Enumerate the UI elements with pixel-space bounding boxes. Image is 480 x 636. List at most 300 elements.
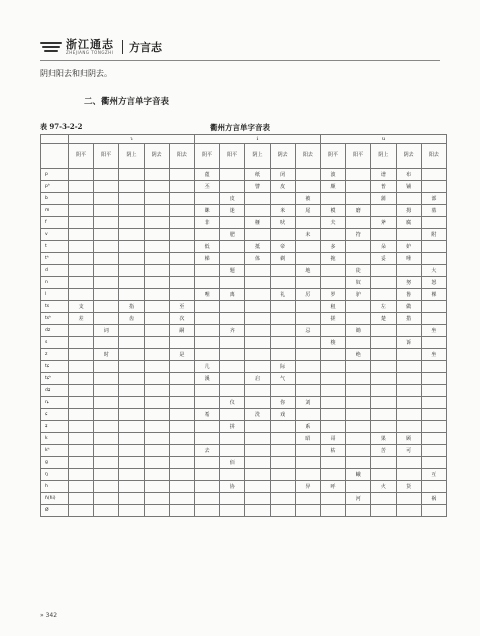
tone-header: 阳平 bbox=[94, 144, 119, 169]
syllable-cell bbox=[220, 373, 245, 385]
syllable-cell bbox=[169, 289, 194, 301]
syllable-cell bbox=[220, 313, 245, 325]
syllable-cell bbox=[195, 469, 220, 481]
syllable-cell bbox=[69, 265, 94, 277]
syllable-cell: 几 bbox=[195, 361, 220, 373]
brand-subtitle: ZHEJIANG TONGZHI bbox=[66, 50, 114, 55]
syllable-cell bbox=[346, 373, 371, 385]
syllable-cell bbox=[220, 253, 245, 265]
syllable-cell bbox=[371, 385, 396, 397]
syllable-cell bbox=[169, 169, 194, 181]
syllable-cell bbox=[270, 313, 295, 325]
syllable-cell: 果 bbox=[371, 433, 396, 445]
syllable-cell bbox=[119, 169, 144, 181]
syllable-cell bbox=[320, 361, 345, 373]
syllable-cell bbox=[144, 217, 169, 229]
syllable-cell bbox=[270, 265, 295, 277]
table-row bbox=[41, 505, 447, 517]
syllable-cell bbox=[421, 241, 446, 253]
syllable-cell bbox=[69, 349, 94, 361]
syllable-cell bbox=[119, 457, 144, 469]
syllable-cell: 吠 bbox=[270, 217, 295, 229]
syllable-cell: 米 bbox=[270, 205, 295, 217]
syllable-cell bbox=[220, 301, 245, 313]
syllable-cell bbox=[371, 421, 396, 433]
syllable-cell bbox=[245, 433, 270, 445]
syllable-cell bbox=[169, 469, 194, 481]
syllable-cell bbox=[245, 469, 270, 481]
syllable-cell: 蓖 bbox=[195, 169, 220, 181]
syllable-cell bbox=[144, 169, 169, 181]
syllable-cell: 驴 bbox=[346, 289, 371, 301]
syllable-cell bbox=[144, 385, 169, 397]
syllable-cell: 被 bbox=[295, 193, 320, 205]
syllable-cell bbox=[94, 181, 119, 193]
initial-cell: ʑ bbox=[41, 421, 69, 433]
syllable-cell bbox=[169, 397, 194, 409]
syllable-cell bbox=[421, 505, 446, 517]
syllable-cell bbox=[69, 205, 94, 217]
syllable-cell: 蒲 bbox=[371, 193, 396, 205]
syllable-cell bbox=[421, 361, 446, 373]
syllable-cell: 指 bbox=[119, 301, 144, 313]
syllable-cell bbox=[119, 445, 144, 457]
syllable-cell: 剃 bbox=[270, 253, 295, 265]
syllable-cell bbox=[195, 505, 220, 517]
syllable-cell bbox=[169, 385, 194, 397]
syllable-cell bbox=[69, 229, 94, 241]
syllable-cell: 差 bbox=[69, 313, 94, 325]
syllable-cell bbox=[421, 409, 446, 421]
syllable-cell: 大 bbox=[421, 265, 446, 277]
syllable-cell bbox=[119, 433, 144, 445]
syllable-cell: 溪 bbox=[195, 373, 220, 385]
syllable-cell bbox=[119, 193, 144, 205]
syllable-cell bbox=[144, 265, 169, 277]
syllable-cell bbox=[94, 205, 119, 217]
syllable-cell bbox=[144, 205, 169, 217]
syllable-cell bbox=[346, 169, 371, 181]
table-row bbox=[41, 301, 447, 313]
syllable-cell: 多 bbox=[320, 241, 345, 253]
syllable-cell: 至 bbox=[169, 301, 194, 313]
table-row bbox=[41, 217, 447, 229]
syllable-cell: 模 bbox=[320, 205, 345, 217]
syllable-cell bbox=[220, 433, 245, 445]
syllable-cell bbox=[346, 481, 371, 493]
syllable-cell bbox=[195, 301, 220, 313]
syllable-cell: 货 bbox=[396, 481, 421, 493]
syllable-cell bbox=[295, 241, 320, 253]
syllable-cell: 丕 bbox=[195, 181, 220, 193]
syllable-cell: 希 bbox=[195, 409, 220, 421]
syllable-cell: 租 bbox=[320, 301, 345, 313]
syllable-cell bbox=[421, 481, 446, 493]
syllable-cell bbox=[119, 229, 144, 241]
syllable-cell bbox=[245, 277, 270, 289]
syllable-cell bbox=[94, 289, 119, 301]
tone-header: 阴去 bbox=[396, 144, 421, 169]
syllable-cell bbox=[94, 493, 119, 505]
syllable-cell bbox=[245, 313, 270, 325]
syllable-cell bbox=[94, 373, 119, 385]
syllable-cell bbox=[169, 241, 194, 253]
syllable-cell bbox=[144, 397, 169, 409]
syllable-cell bbox=[396, 325, 421, 337]
syllable-cell bbox=[220, 337, 245, 349]
syllable-cell bbox=[245, 289, 270, 301]
syllable-cell bbox=[144, 373, 169, 385]
tone-header: 阴上 bbox=[119, 144, 144, 169]
syllable-cell bbox=[346, 313, 371, 325]
syllable-cell bbox=[295, 409, 320, 421]
syllable-cell: 非 bbox=[195, 217, 220, 229]
syllable-cell: 尾 bbox=[295, 205, 320, 217]
syllable-cell bbox=[220, 361, 245, 373]
syllable-cell bbox=[69, 193, 94, 205]
syllable-cell: 火 bbox=[371, 481, 396, 493]
syllable-cell bbox=[245, 301, 270, 313]
syllable-cell bbox=[94, 397, 119, 409]
syllable-cell: 唾 bbox=[396, 253, 421, 265]
tone-header: 阳去 bbox=[169, 144, 194, 169]
syllable-cell bbox=[295, 277, 320, 289]
syllable-cell bbox=[220, 181, 245, 193]
syllable-cell bbox=[119, 205, 144, 217]
syllable-cell bbox=[421, 385, 446, 397]
finals-header-row bbox=[41, 135, 447, 144]
syllable-cell: 刘 bbox=[295, 397, 320, 409]
syllable-cell bbox=[195, 385, 220, 397]
syllable-cell bbox=[144, 457, 169, 469]
syllable-cell bbox=[69, 181, 94, 193]
syllable-cell bbox=[69, 481, 94, 493]
syllable-cell: 仪 bbox=[220, 397, 245, 409]
syllable-cell: 波 bbox=[320, 169, 345, 181]
syllable-cell bbox=[119, 385, 144, 397]
syllable-cell bbox=[371, 361, 396, 373]
syllable-cell bbox=[195, 325, 220, 337]
syllable-cell bbox=[270, 301, 295, 313]
syllable-cell: 奴 bbox=[346, 277, 371, 289]
table-number: 表 97-3-2-2 bbox=[40, 122, 83, 131]
syllable-cell bbox=[421, 253, 446, 265]
syllable-cell bbox=[270, 505, 295, 517]
syllable-cell bbox=[144, 313, 169, 325]
syllable-cell bbox=[421, 457, 446, 469]
initial-cell: ȵ bbox=[41, 397, 69, 409]
syllable-cell: 鲁 bbox=[396, 289, 421, 301]
syllable-cell bbox=[69, 169, 94, 181]
syllable-cell: 皮 bbox=[270, 181, 295, 193]
table-row bbox=[41, 337, 447, 349]
syllable-cell bbox=[295, 469, 320, 481]
syllable-table bbox=[40, 134, 447, 517]
syllable-cell: 罗 bbox=[320, 289, 345, 301]
syllable-cell bbox=[169, 337, 194, 349]
syllable-cell bbox=[144, 433, 169, 445]
table-row bbox=[41, 241, 447, 253]
syllable-cell bbox=[169, 505, 194, 517]
syllable-cell bbox=[346, 193, 371, 205]
initial-cell: s bbox=[41, 337, 69, 349]
syllable-cell bbox=[421, 337, 446, 349]
syllable-cell bbox=[371, 397, 396, 409]
syllable-cell bbox=[396, 373, 421, 385]
syllable-cell bbox=[144, 301, 169, 313]
syllable-cell bbox=[69, 397, 94, 409]
syllable-cell: 肥 bbox=[220, 229, 245, 241]
page-marker: » bbox=[40, 612, 44, 619]
syllable-cell: 做 bbox=[396, 301, 421, 313]
initial-cell: tɕʰ bbox=[41, 373, 69, 385]
initial-cell: f bbox=[41, 217, 69, 229]
syllable-cell bbox=[421, 313, 446, 325]
syllable-cell: 去 bbox=[195, 445, 220, 457]
syllable-cell bbox=[346, 253, 371, 265]
syllable-cell bbox=[94, 469, 119, 481]
syllable-cell bbox=[396, 421, 421, 433]
syllable-cell bbox=[144, 181, 169, 193]
table-row bbox=[41, 493, 447, 505]
syllable-cell bbox=[320, 193, 345, 205]
syllable-cell bbox=[94, 433, 119, 445]
initial-cell: g bbox=[41, 457, 69, 469]
initial-cell: Ø bbox=[41, 505, 69, 517]
syllable-cell: 皮 bbox=[220, 193, 245, 205]
tone-header: 阳去 bbox=[421, 144, 446, 169]
syllable-cell bbox=[346, 361, 371, 373]
syllable-cell bbox=[94, 505, 119, 517]
syllable-cell bbox=[220, 385, 245, 397]
table-title: 衢州方言单字音表 bbox=[210, 123, 270, 132]
table-row bbox=[41, 349, 447, 361]
table-row bbox=[41, 385, 447, 397]
syllable-cell bbox=[220, 493, 245, 505]
initial-cell: v bbox=[41, 229, 69, 241]
syllable-cell bbox=[295, 361, 320, 373]
initial-cell: b bbox=[41, 193, 69, 205]
syllable-cell: 体 bbox=[245, 253, 270, 265]
syllable-cell bbox=[320, 385, 345, 397]
syllable-cell: 次 bbox=[169, 313, 194, 325]
syllable-cell bbox=[346, 421, 371, 433]
syllable-cell bbox=[69, 445, 94, 457]
syllable-cell bbox=[220, 169, 245, 181]
syllable-cell bbox=[94, 409, 119, 421]
syllable-cell: 枯 bbox=[320, 445, 345, 457]
syllable-cell: 呼 bbox=[320, 481, 345, 493]
tone-header: 阴去 bbox=[144, 144, 169, 169]
syllable-cell bbox=[94, 337, 119, 349]
syllable-cell: 洗 bbox=[245, 409, 270, 421]
syllable-cell bbox=[220, 241, 245, 253]
syllable-cell bbox=[195, 433, 220, 445]
syllable-cell: 时 bbox=[94, 349, 119, 361]
syllable-cell bbox=[270, 457, 295, 469]
syllable-cell bbox=[169, 277, 194, 289]
syllable-cell bbox=[270, 229, 295, 241]
syllable-cell bbox=[220, 217, 245, 229]
syllable-cell bbox=[396, 505, 421, 517]
syllable-cell bbox=[195, 337, 220, 349]
syllable-cell bbox=[220, 505, 245, 517]
syllable-cell bbox=[169, 253, 194, 265]
tone-header: 阴上 bbox=[245, 144, 270, 169]
syllable-cell bbox=[119, 241, 144, 253]
initial-cell: ŋ bbox=[41, 469, 69, 481]
syllable-cell bbox=[320, 505, 345, 517]
syllable-cell bbox=[396, 469, 421, 481]
syllable-cell bbox=[94, 481, 119, 493]
syllable-cell bbox=[421, 301, 446, 313]
syllable-cell: 措 bbox=[396, 313, 421, 325]
syllable-cell: 启 bbox=[245, 373, 270, 385]
brand-wave-icon bbox=[40, 40, 62, 54]
syllable-cell: 互 bbox=[421, 469, 446, 481]
syllable-cell: 徒 bbox=[346, 265, 371, 277]
syllable-cell: 裸 bbox=[421, 289, 446, 301]
syllable-cell bbox=[69, 337, 94, 349]
final-header: ɿ bbox=[69, 135, 195, 144]
syllable-cell bbox=[421, 373, 446, 385]
syllable-cell bbox=[169, 457, 194, 469]
syllable-cell: 妥 bbox=[371, 253, 396, 265]
syllable-cell: 拇 bbox=[396, 205, 421, 217]
syllable-cell: 眯 bbox=[195, 205, 220, 217]
syllable-cell bbox=[94, 313, 119, 325]
syllable-cell: 墓 bbox=[421, 205, 446, 217]
syllable-cell bbox=[169, 373, 194, 385]
syllable-cell bbox=[346, 397, 371, 409]
initial-cell: pʰ bbox=[41, 181, 69, 193]
syllable-cell bbox=[144, 277, 169, 289]
syllable-cell bbox=[94, 241, 119, 253]
syllable-cell: 题 bbox=[220, 265, 245, 277]
syllable-cell: 祸 bbox=[421, 493, 446, 505]
syllable-cell bbox=[144, 325, 169, 337]
syllable-cell: 苦 bbox=[371, 445, 396, 457]
tone-header: 阴去 bbox=[270, 144, 295, 169]
syllable-cell: 布 bbox=[396, 169, 421, 181]
initial-cell: l bbox=[41, 289, 69, 301]
syllable-cell bbox=[270, 433, 295, 445]
syllable-cell: 部 bbox=[421, 193, 446, 205]
syllable-cell bbox=[295, 337, 320, 349]
syllable-cell: 榧 bbox=[245, 217, 270, 229]
tone-header: 阴平 bbox=[69, 144, 94, 169]
syllable-cell bbox=[69, 361, 94, 373]
syllable-cell bbox=[245, 349, 270, 361]
syllable-cell bbox=[169, 217, 194, 229]
syllable-cell bbox=[119, 493, 144, 505]
syllable-cell bbox=[69, 421, 94, 433]
syllable-cell bbox=[270, 277, 295, 289]
syllable-cell bbox=[144, 445, 169, 457]
syllable-cell: 搓 bbox=[320, 313, 345, 325]
syllable-cell: 锄 bbox=[346, 325, 371, 337]
syllable-cell: 齐 bbox=[220, 325, 245, 337]
syllable-cell: 谱 bbox=[371, 169, 396, 181]
syllable-cell: 普 bbox=[371, 181, 396, 193]
syllable-cell bbox=[295, 301, 320, 313]
syllable-cell: 未 bbox=[295, 229, 320, 241]
table-row bbox=[41, 433, 447, 445]
syllable-cell: 铺 bbox=[396, 181, 421, 193]
syllable-cell bbox=[195, 265, 220, 277]
table-row bbox=[41, 397, 447, 409]
syllable-cell bbox=[320, 373, 345, 385]
syllable-cell bbox=[69, 457, 94, 469]
syllable-cell: 夫 bbox=[320, 217, 345, 229]
table-row bbox=[41, 265, 447, 277]
syllable-cell: 楚 bbox=[371, 313, 396, 325]
syllable-cell bbox=[320, 421, 345, 433]
corner-cell bbox=[41, 144, 69, 169]
syllable-cell bbox=[245, 457, 270, 469]
syllable-cell bbox=[245, 337, 270, 349]
syllable-cell bbox=[144, 337, 169, 349]
syllable-cell: 怒 bbox=[421, 277, 446, 289]
syllable-cell bbox=[220, 445, 245, 457]
syllable-cell bbox=[245, 205, 270, 217]
syllable-cell: 河 bbox=[346, 493, 371, 505]
syllable-cell bbox=[270, 325, 295, 337]
syllable-cell bbox=[220, 349, 245, 361]
tone-header: 阳去 bbox=[295, 144, 320, 169]
syllable-cell bbox=[169, 433, 194, 445]
syllable-cell bbox=[346, 181, 371, 193]
section-heading: 二、衢州方言单字音表 bbox=[84, 97, 170, 107]
syllable-cell bbox=[421, 217, 446, 229]
page-header bbox=[40, 36, 162, 58]
syllable-cell bbox=[144, 289, 169, 301]
table-row bbox=[41, 253, 447, 265]
syllable-cell bbox=[169, 409, 194, 421]
syllable-cell bbox=[295, 505, 320, 517]
syllable-cell bbox=[220, 469, 245, 481]
final-header: i bbox=[195, 135, 321, 144]
syllable-cell: 可 bbox=[396, 445, 421, 457]
syllable-cell bbox=[195, 397, 220, 409]
section-name: 方言志 bbox=[129, 41, 162, 54]
syllable-cell bbox=[144, 481, 169, 493]
syllable-cell bbox=[295, 445, 320, 457]
syllable-cell bbox=[421, 421, 446, 433]
syllable-cell: 迷 bbox=[220, 205, 245, 217]
syllable-cell: 哥 bbox=[320, 433, 345, 445]
syllable-cell bbox=[69, 277, 94, 289]
syllable-cell: 协 bbox=[220, 481, 245, 493]
syllable-cell bbox=[245, 493, 270, 505]
syllable-cell bbox=[119, 337, 144, 349]
syllable-cell bbox=[69, 493, 94, 505]
syllable-cell bbox=[320, 265, 345, 277]
initial-cell: tɕ bbox=[41, 361, 69, 373]
initial-cell: ts bbox=[41, 301, 69, 313]
syllable-cell bbox=[371, 289, 396, 301]
syllable-cell bbox=[245, 265, 270, 277]
syllable-cell: 离 bbox=[220, 289, 245, 301]
syllable-cell bbox=[144, 493, 169, 505]
syllable-cell: 厉 bbox=[295, 289, 320, 301]
syllable-cell bbox=[119, 181, 144, 193]
syllable-cell bbox=[245, 505, 270, 517]
syllable-cell bbox=[396, 457, 421, 469]
syllable-cell bbox=[94, 229, 119, 241]
syllable-cell bbox=[371, 373, 396, 385]
syllable-cell bbox=[169, 421, 194, 433]
